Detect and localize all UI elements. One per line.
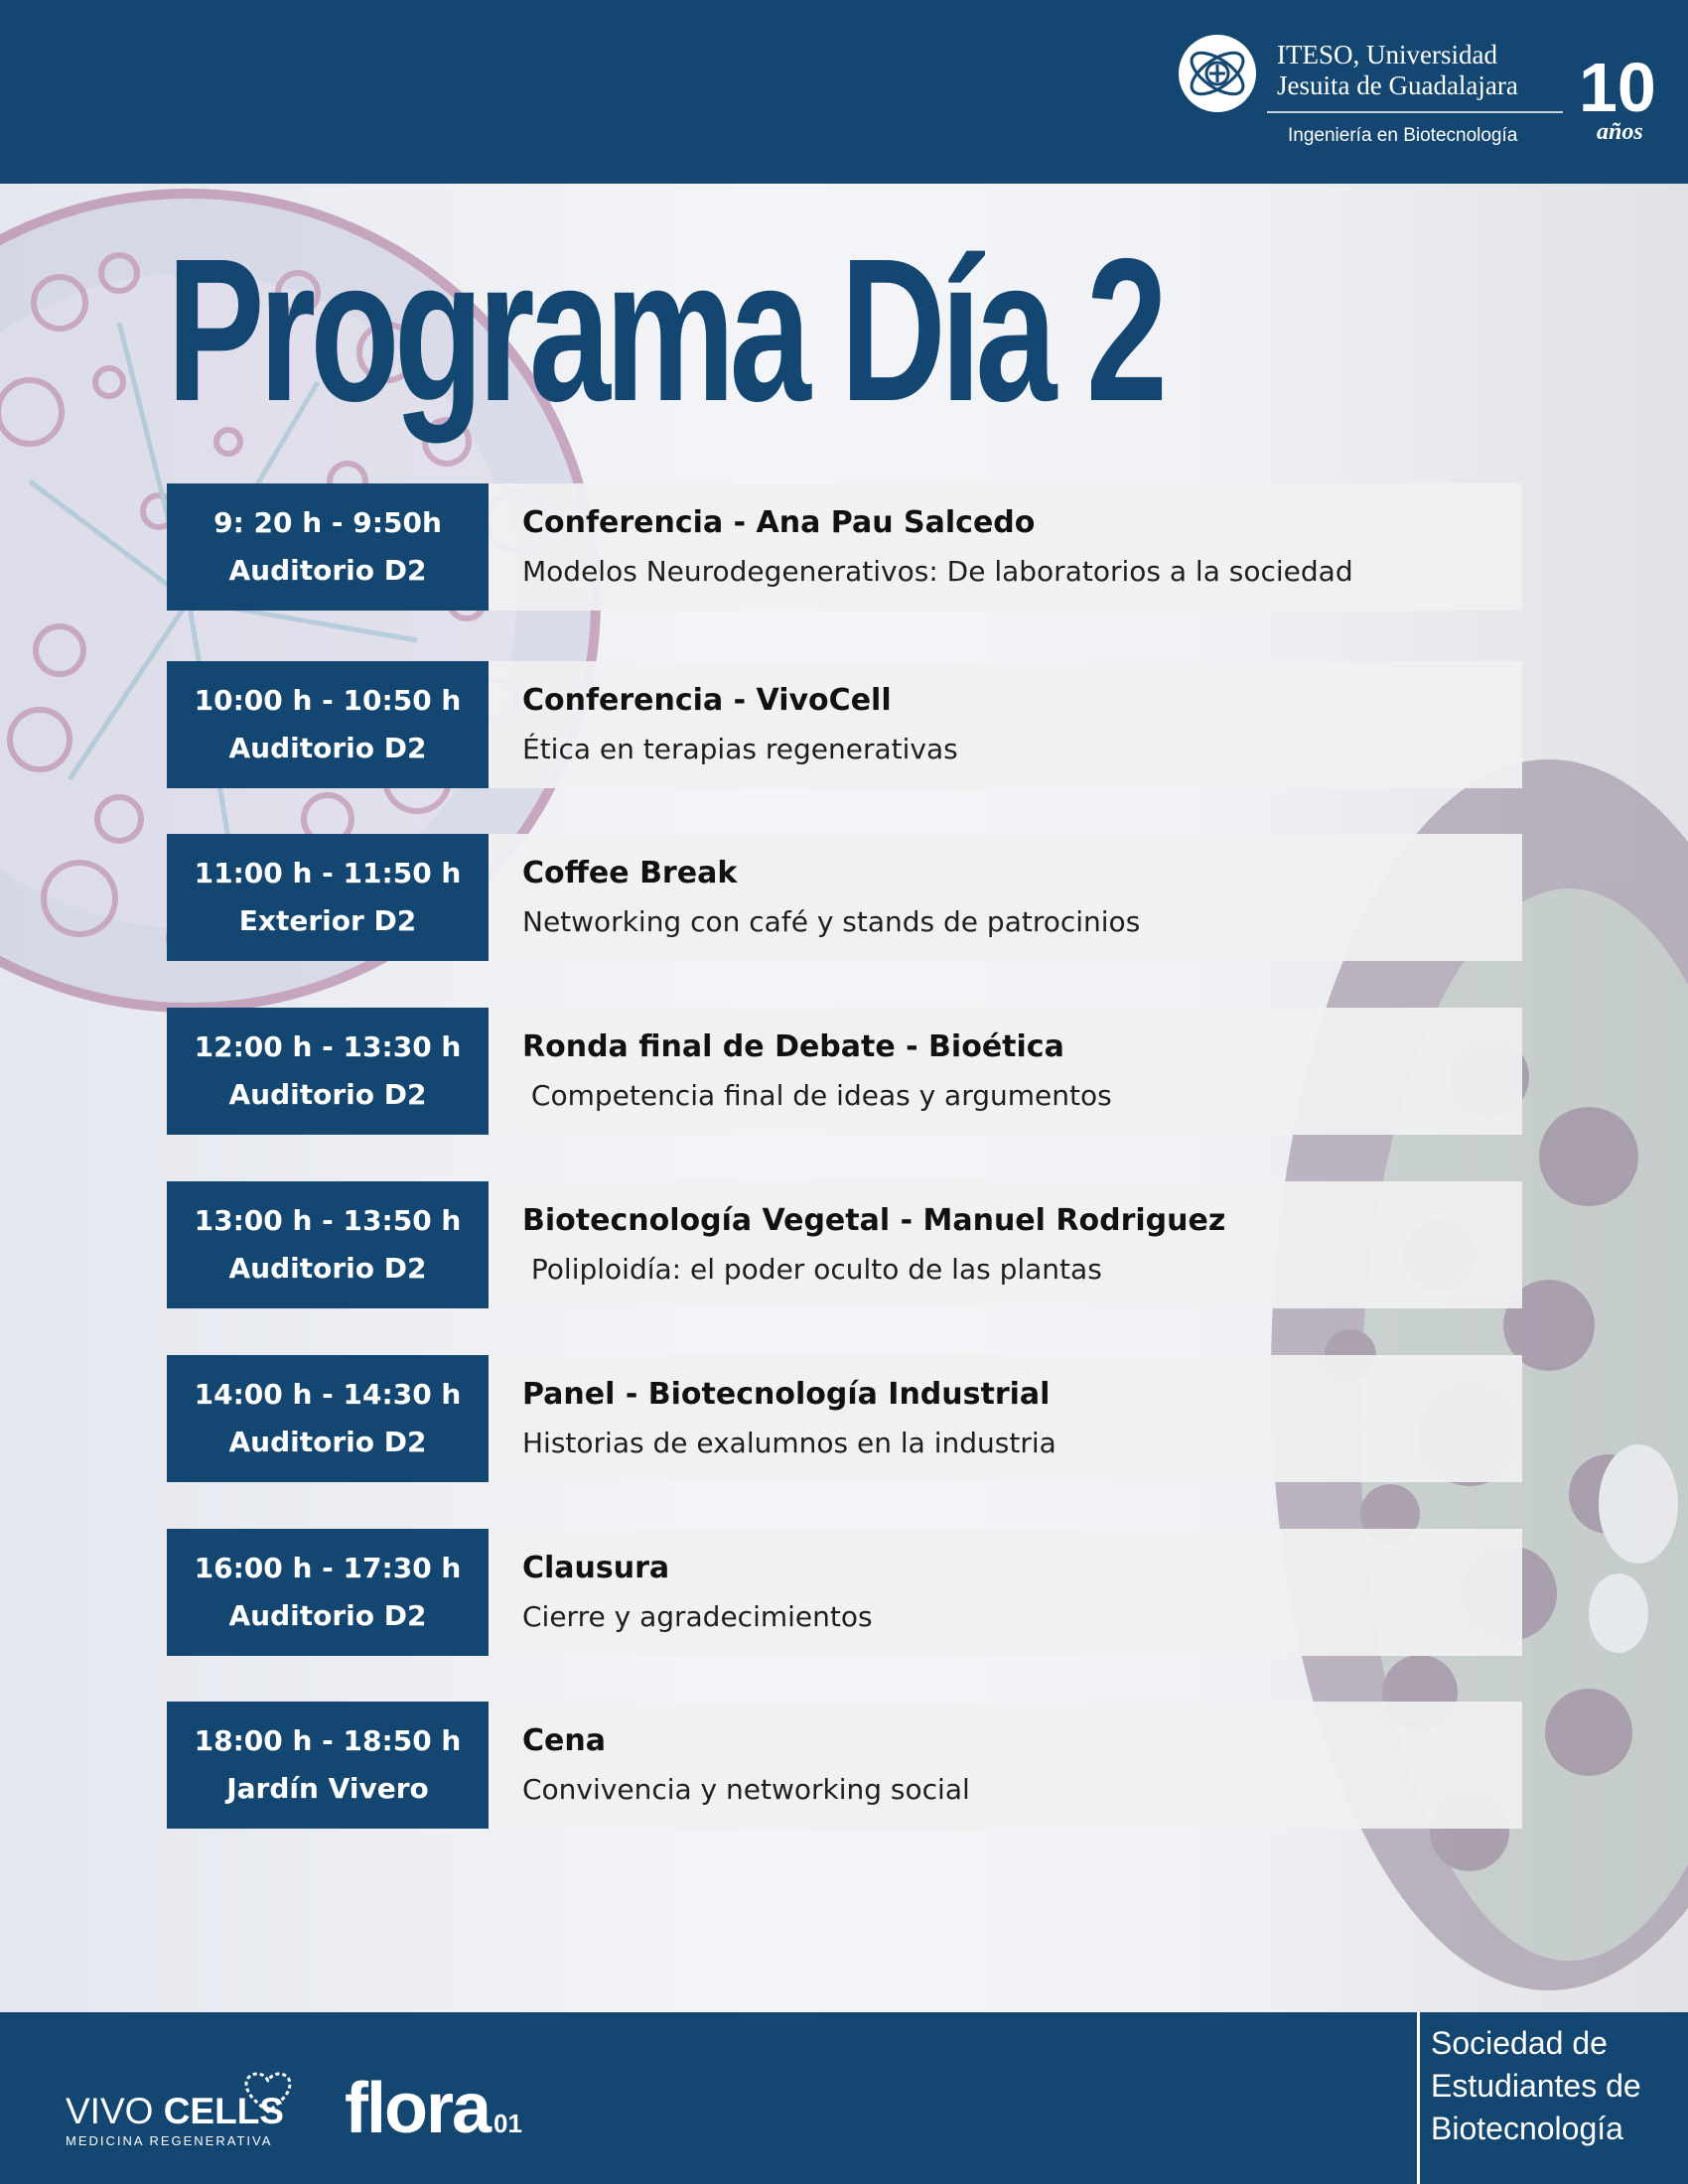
- event-info: [489, 1702, 1522, 1829]
- event-info: [489, 1529, 1522, 1656]
- society-line-1: Sociedad de: [1431, 2025, 1608, 2061]
- time-block: [167, 1181, 489, 1308]
- time-block: [167, 834, 489, 961]
- time-block: [167, 483, 489, 611]
- time-range: 11:00 h - 11:50 h: [194, 857, 462, 889]
- event-description: Poliploidía: el poder oculto de las plantas: [522, 1253, 1102, 1286]
- page-title: Programa Día 2: [167, 216, 1163, 444]
- iteso-logo-icon: [1177, 33, 1258, 114]
- schedule-row: [167, 1355, 1522, 1482]
- event-info: [489, 661, 1522, 788]
- society-line-2: Estudiantes de: [1431, 2068, 1641, 2104]
- event-info: [489, 1008, 1522, 1135]
- event-description: Convivencia y networking social: [522, 1773, 970, 1806]
- event-info: [489, 1181, 1522, 1308]
- event-description: Cierre y agradecimientos: [522, 1600, 873, 1633]
- flora-number: 01: [493, 2109, 522, 2138]
- event-description: Historias de exalumnos en la industria: [522, 1427, 1056, 1459]
- event-description: Competencia final de ideas y argumentos: [522, 1079, 1112, 1112]
- location: Auditorio D2: [228, 732, 427, 764]
- event-description: Ética en terapias regenerativas: [522, 733, 958, 765]
- society-divider: [1417, 2012, 1420, 2184]
- flora-name: flora: [345, 2069, 491, 2148]
- time-block: [167, 1355, 489, 1482]
- time-range: 9: 20 h - 9:50h: [213, 506, 442, 539]
- footer-bar: [0, 2012, 1688, 2184]
- location: Exterior D2: [238, 904, 417, 937]
- event-info: [489, 1355, 1522, 1482]
- society-line-3: Biotecnología: [1431, 2111, 1623, 2146]
- institution-name: [1277, 40, 1518, 101]
- anniversary-word: años: [1597, 119, 1643, 145]
- header-bar: [0, 0, 1688, 184]
- event-info: [489, 834, 1522, 961]
- time-block: [167, 1702, 489, 1829]
- event-title: Cena: [522, 1723, 606, 1758]
- vivo-cells-name-bold: CELLS: [163, 2091, 284, 2131]
- event-title: Clausura: [522, 1551, 670, 1585]
- institution-line-1: ITESO, Universidad: [1277, 40, 1497, 69]
- society-name: [1431, 2022, 1679, 2150]
- event-title: Coffee Break: [522, 856, 738, 890]
- location: Auditorio D2: [228, 1426, 427, 1458]
- schedule-row: [167, 1008, 1522, 1135]
- schedule-row: [167, 661, 1522, 788]
- schedule-row: [167, 1702, 1522, 1829]
- event-title: Biotecnología Vegetal - Manuel Rodriguez: [522, 1203, 1226, 1238]
- event-title: Panel - Biotecnología Industrial: [522, 1377, 1051, 1412]
- schedule-row: [167, 834, 1522, 961]
- time-range: 16:00 h - 17:30 h: [194, 1552, 462, 1584]
- location: Auditorio D2: [228, 554, 427, 587]
- time-block: [167, 1008, 489, 1135]
- event-title: Conferencia - VivoCell: [522, 683, 892, 718]
- time-block: [167, 661, 489, 788]
- schedule-row: [167, 1181, 1522, 1308]
- event-description: Networking con café y stands de patrocinios: [522, 905, 1141, 938]
- location: Auditorio D2: [228, 1078, 427, 1111]
- time-range: 18:00 h - 18:50 h: [194, 1724, 462, 1757]
- event-info: [489, 483, 1522, 611]
- time-range: 13:00 h - 13:50 h: [194, 1204, 462, 1237]
- event-description: Modelos Neurodegenerativos: De laboratorios a la sociedad: [522, 555, 1353, 588]
- logo-divider: [1267, 111, 1563, 113]
- time-range: 12:00 h - 13:30 h: [194, 1030, 462, 1063]
- time-range: 14:00 h - 14:30 h: [194, 1378, 462, 1411]
- event-title: Conferencia - Ana Pau Salcedo: [522, 505, 1036, 540]
- location: Auditorio D2: [228, 1252, 427, 1285]
- schedule-row: [167, 483, 1522, 611]
- event-title: Ronda final de Debate - Bioética: [522, 1029, 1064, 1064]
- vivo-cells-name-light: VIVO: [66, 2091, 164, 2131]
- location: Auditorio D2: [228, 1599, 427, 1632]
- heart-icon: [244, 2072, 292, 2116]
- institution-line-2: Jesuita de Guadalajara: [1277, 70, 1518, 100]
- flora-logo: [345, 2068, 522, 2149]
- time-range: 10:00 h - 10:50 h: [194, 684, 462, 717]
- schedule-row: [167, 1529, 1522, 1656]
- anniversary-number: 10: [1579, 49, 1656, 126]
- vivo-cells-tagline: MEDICINA REGENERATIVA: [66, 2133, 273, 2148]
- location: Jardín Vivero: [226, 1772, 429, 1805]
- department-name: Ingeniería en Biotecnología: [1288, 125, 1518, 146]
- time-block: [167, 1529, 489, 1656]
